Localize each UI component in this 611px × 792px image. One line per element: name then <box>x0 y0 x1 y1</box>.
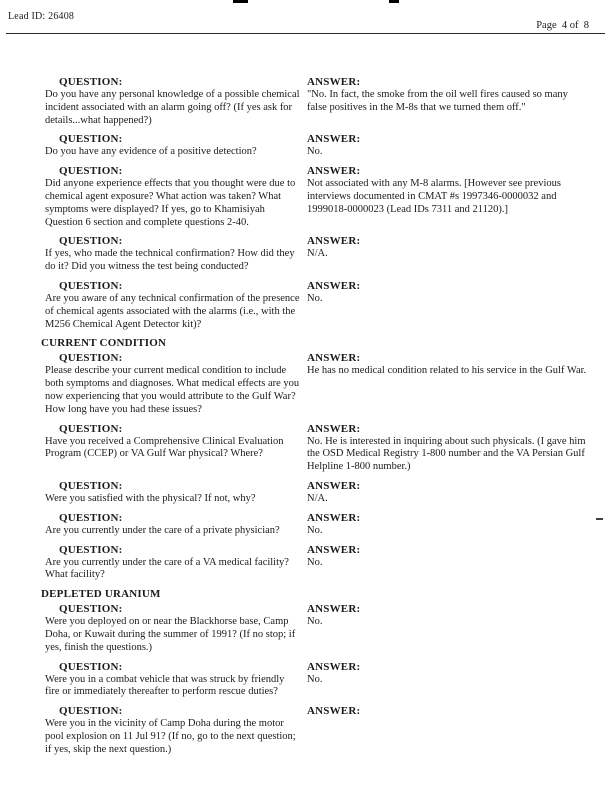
question-block <box>45 133 301 159</box>
answer-label: ANSWER: <box>307 279 361 292</box>
question-label: QUESTION: <box>59 165 123 178</box>
question-label: QUESTION: <box>59 352 123 365</box>
answer-label: ANSWER: <box>307 705 361 718</box>
answer-block <box>307 512 590 538</box>
question-label: QUESTION: <box>59 479 123 492</box>
question-label: QUESTION: <box>59 279 123 292</box>
question-block <box>45 544 301 583</box>
question-block <box>45 423 301 462</box>
qa-row <box>45 423 590 474</box>
answer-block <box>307 603 590 629</box>
question-block <box>45 280 301 331</box>
question-block <box>45 235 301 274</box>
answer-label: ANSWER: <box>307 133 361 146</box>
question-text: Were you deployed on or near the Blackhorse base, Camp Doha, or Kuwait during the summer of 1991? (If no stop; if yes, finish the questions.) <box>45 616 296 653</box>
answer-block <box>307 76 590 115</box>
question-text: Are you currently under the care of a VA medical facility? What facility? <box>45 556 289 581</box>
answer-label: ANSWER: <box>307 511 361 524</box>
question-label: QUESTION: <box>59 660 123 673</box>
lead-id-label: Lead ID: 26408 <box>8 11 75 22</box>
answer-block <box>307 423 590 474</box>
question-text: Did anyone experience effects that you thought were due to chemical agent exposure? What action was taken? What symptoms were displayed? If yes, go to Khamisiyah Question 6 section and complete questions 2-40. <box>45 178 296 228</box>
scan-artifact <box>596 518 603 520</box>
question-label: QUESTION: <box>59 235 123 248</box>
qa-row <box>45 480 590 506</box>
answer-text: "No. In fact, the smoke from the oil well fires caused so many false positives in the M-8s that we turned them off." <box>307 89 568 113</box>
answer-text: N/A. <box>307 492 328 504</box>
question-block <box>45 165 301 229</box>
question-text: Were you in a combat vehicle that was struck by friendly fire or immediately thereafter to perform rescue duties? <box>45 673 285 698</box>
answer-block <box>307 352 590 378</box>
section-heading: DEPLETED URANIUM <box>41 588 161 601</box>
qa-list <box>41 76 590 763</box>
answer-text: No. <box>307 616 323 628</box>
answer-block <box>307 133 590 159</box>
answer-text: No. He is interested in inquiring about such physicals. (I gave him the OSD Medical Registry 1-800 number and the VA Persian Gulf Helpline 1-800 number.) <box>307 435 586 473</box>
question-text: Were you in the vicinity of Camp Doha during the motor pool explosion on 11 Jul 91? (If no, go to the next question; if yes, skip the next question.) <box>45 718 296 755</box>
answer-block <box>307 705 590 718</box>
header-rule <box>6 33 605 34</box>
qa-row <box>45 76 590 127</box>
answer-block <box>307 165 590 216</box>
question-block <box>45 480 301 506</box>
answer-text: No. <box>307 524 323 536</box>
qa-row <box>45 133 590 159</box>
question-block <box>45 76 301 127</box>
answer-block <box>307 661 590 687</box>
answer-block <box>307 480 590 506</box>
qa-row <box>45 512 590 538</box>
question-label: QUESTION: <box>59 133 123 146</box>
answer-label: ANSWER: <box>307 603 361 616</box>
scan-artifact <box>389 0 399 3</box>
qa-row <box>45 603 590 654</box>
question-text: Were you satisfied with the physical? If not, why? <box>45 492 256 504</box>
question-text: Please describe your current medical condition to include both symptoms and diagnoses. What medical effects are you now experiencing that you would attribute to the Gulf War? How long have you had these issues? <box>45 365 300 415</box>
answer-label: ANSWER: <box>307 660 361 673</box>
answer-label: ANSWER: <box>307 352 361 365</box>
question-label: QUESTION: <box>59 511 123 524</box>
page-number: Page 4 of 8 <box>536 20 589 31</box>
qa-row <box>45 235 590 274</box>
question-label: QUESTION: <box>59 422 123 435</box>
question-block <box>45 603 301 654</box>
question-label: QUESTION: <box>59 603 123 616</box>
question-text: If yes, who made the technical confirmation? How did they do it? Did you witness the test being conducted? <box>45 248 295 273</box>
answer-text: No. <box>307 146 323 158</box>
section-heading: CURRENT CONDITION <box>41 337 167 350</box>
qa-row <box>45 352 590 416</box>
question-block <box>45 512 301 538</box>
qa-row <box>45 661 590 700</box>
answer-block <box>307 280 590 306</box>
answer-label: ANSWER: <box>307 422 361 435</box>
question-block <box>45 661 301 700</box>
qa-row <box>45 705 590 756</box>
answer-block <box>307 544 590 570</box>
answer-block <box>307 235 590 261</box>
answer-label: ANSWER: <box>307 165 361 178</box>
answer-text: He has no medical condition related to his service in the Gulf War. <box>307 365 587 377</box>
question-label: QUESTION: <box>59 543 123 556</box>
question-text: Do you have any personal knowledge of a possible chemical incident associated with an alarm going off? (If yes ask for details...what happened?) <box>45 89 300 126</box>
answer-label: ANSWER: <box>307 479 361 492</box>
answer-label: ANSWER: <box>307 235 361 248</box>
qa-row <box>45 165 590 229</box>
qa-row <box>45 544 590 583</box>
answer-label: ANSWER: <box>307 543 361 556</box>
question-text: Have you received a Comprehensive Clinical Evaluation Program (CCEP) or VA Gulf War physical? Where? <box>45 435 284 460</box>
question-block <box>45 352 301 416</box>
answer-text: Not associated with any M-8 alarms. [However see previous interviews documented in CMAT #s 1997346-0000032 and 1999018-0000023 (Lead IDs 7311 and 21120).] <box>307 178 561 215</box>
answer-label: ANSWER: <box>307 76 361 88</box>
question-text: Are you currently under the care of a private physician? <box>45 524 280 536</box>
question-label: QUESTION: <box>59 76 123 88</box>
question-block <box>45 705 301 756</box>
answer-text: No. <box>307 556 323 568</box>
answer-text: No. <box>307 673 323 685</box>
question-label: QUESTION: <box>59 705 123 718</box>
qa-row <box>45 280 590 331</box>
answer-text: N/A. <box>307 248 328 260</box>
answer-text: No. <box>307 292 323 304</box>
question-text: Are you aware of any technical confirmation of the presence of chemical agents associated with the alarms (i.e., with the M256 Chemical Agent Detector kit)? <box>45 292 300 330</box>
scan-artifact <box>233 0 248 3</box>
question-text: Do you have any evidence of a positive detection? <box>45 146 257 158</box>
